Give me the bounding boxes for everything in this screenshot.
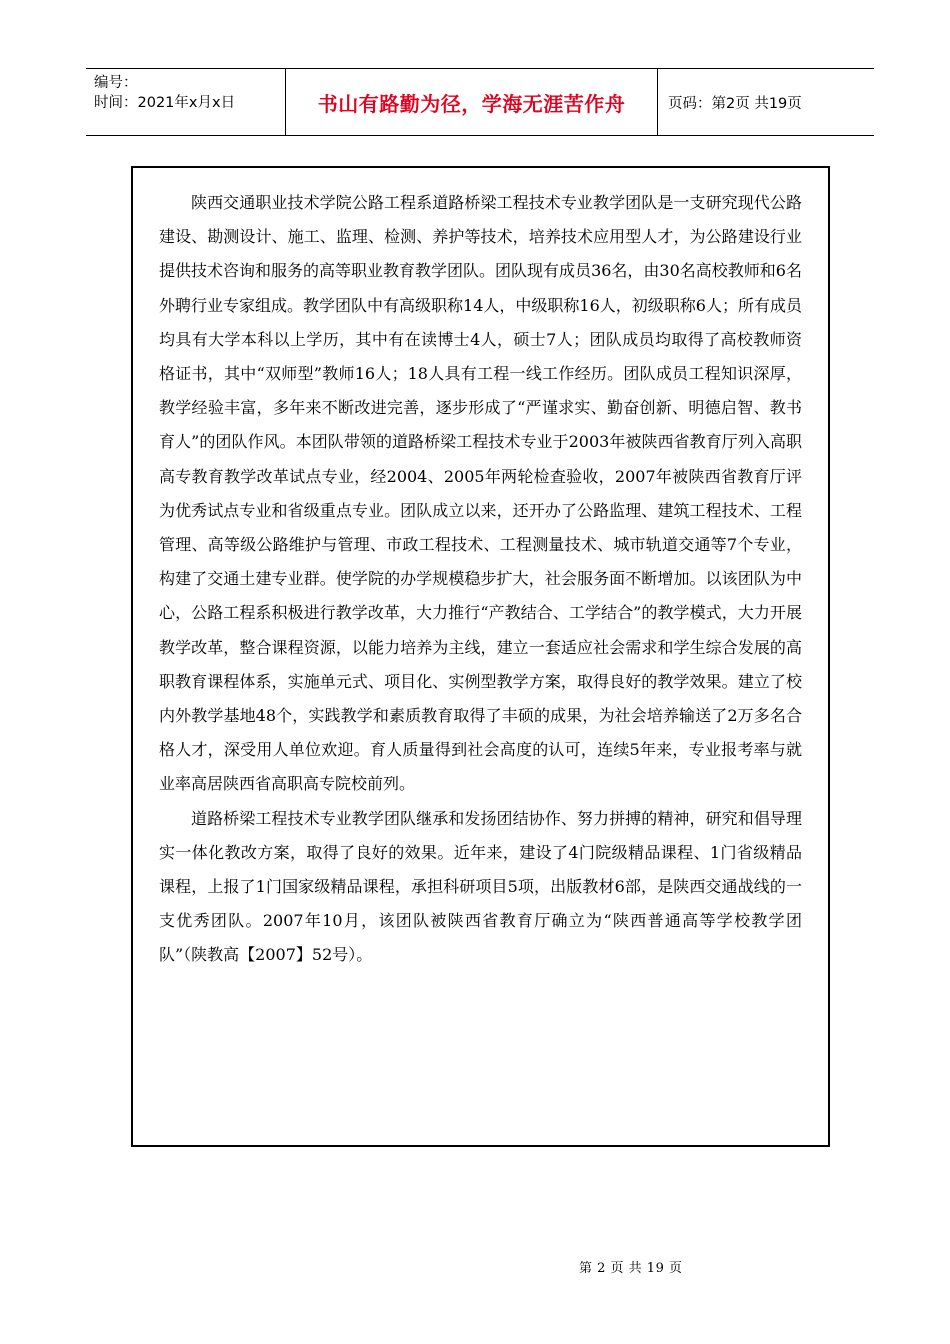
body-paragraph-1: 陕西交通职业技术学院公路工程系道路桥梁工程技术专业教学团队是一支研究现代公路建设、勘测设计、施工、监理、检测、养护等技术，培养技术应用型人才，为公路建设行业提供技术咨询和服务的高等职业教育教学团队。团队现有成员36名，由30名高校教师和6名外聘行业专家组成。教学团队中有高级职称14人，中级职称16人，初级职称6人；所有成员均具有大学本科以上学历，其中有在读博士4人，硕士7人；团队成员均取得了高校教师资格证书，其中“双师型”教师16人；18人具有工程一线工作经历。团队成员工程知识深厚，教学经验丰富，多年来不断改进完善，逐步形成了“严谨求实、勤奋创新、明德启智、教书育人”的团队作风。本团队带领的道路桥梁工程技术专业于2003年被陕西省教育厅列入高职高专教育教学改革试点专业，经2004、2005年两轮检查验收，2007年被陕西省教育厅评为优秀试点专业和省级重点专业。团队成立以来，还开办了公路监理、建筑工程技术、工程管理、高等级公路维护与管理、市政工程技术、工程测量技术、城市轨道交通等7个专业，构建了交通土建专业群。使学院的办学规模稳步扩大，社会服务面不断增加。以该团队为中心，公路工程系积极进行教学改革，大力推行“产教结合、工学结合”的教学模式，大力开展教学改革，整合课程资源，以能力培养为主线，建立一套适应社会需求和学生综合发展的高职教育课程体系，实施单元式、项目化、实例型教学方案，取得良好的教学效果。建立了校内外教学基地48个，实践教学和素质教育取得了丰硕的成果，为社会培养输送了2万多名合格人才，深受用人单位欢迎。育人质量得到社会高度的认可，连续5年来，专业报考率与就业率高居陕西省高职高专院校前列。 <box>159 193 802 794</box>
time-label: 时间：2021年x月x日 <box>94 95 236 111</box>
header-motto: 书山有路勤为径，学海无涯苦作舟 <box>285 69 658 135</box>
number-label: 编号： <box>94 75 138 91</box>
content-box <box>131 166 830 1147</box>
page-header <box>86 68 874 136</box>
header-meta <box>86 69 285 135</box>
page-footer: 第 2 页 共 19 页 <box>579 1261 683 1276</box>
body-paragraph-2: 道路桥梁工程技术专业教学团队继承和发扬团结协作、努力拼搏的精神，研究和倡导理实一体化教改方案，取得了良好的效果。近年来，建设了4门院级精品课程、1门省级精品课程，上报了1门国家级精品课程，承担科研项目5项，出版教材6部，是陕西交通战线的一支优秀团队。2007年10月，该团队被陕西省教育厅确立为“陕西普通高等学校教学团队”（陕教高【2007】52号）。 <box>159 808 802 965</box>
header-page-label: 页码：第2页 共19页 <box>668 95 802 112</box>
